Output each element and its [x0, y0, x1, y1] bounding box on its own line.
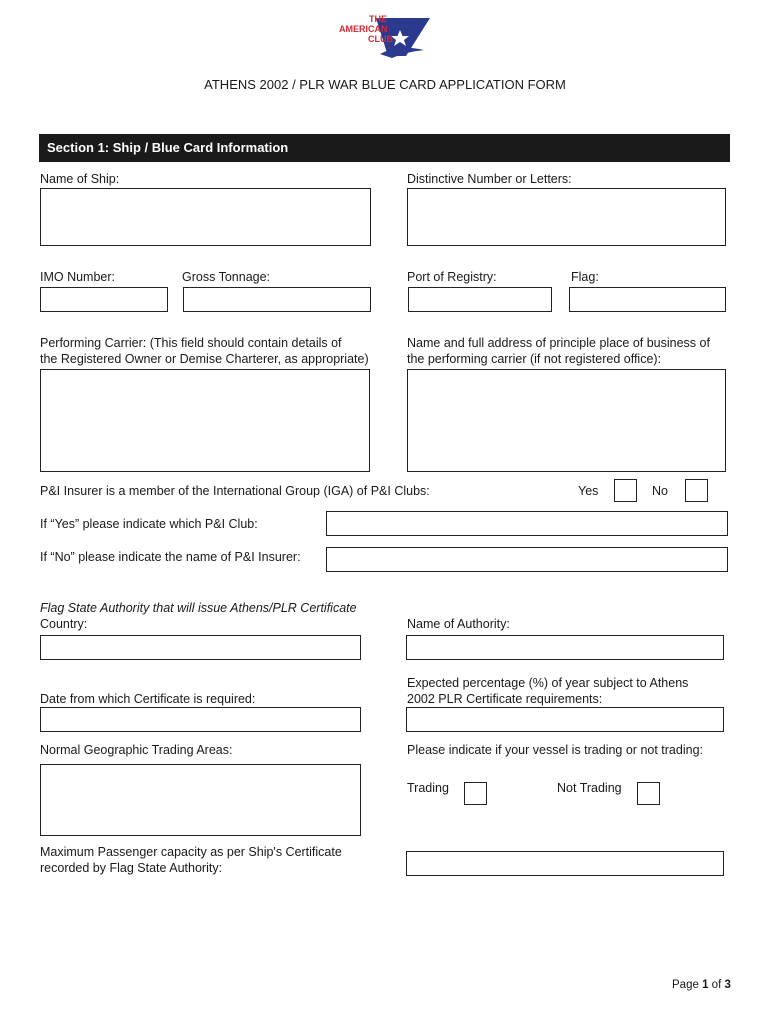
pi-insurer-field[interactable] — [326, 547, 728, 572]
page-number — [672, 977, 731, 993]
trading-checkbox[interactable] — [464, 782, 487, 805]
logo-text-club: CLUB — [368, 34, 393, 44]
carrier-address-field[interactable] — [407, 369, 726, 472]
no-label: No — [652, 484, 668, 498]
date-required-field[interactable] — [40, 707, 361, 732]
if-no-label: If “No” please indicate the name of P&I Insurer: — [40, 550, 301, 564]
american-club-logo — [336, 14, 432, 60]
performing-carrier-label-1: Performing Carrier: (This field should contain details of — [40, 336, 342, 350]
trading-areas-label: Normal Geographic Trading Areas: — [40, 743, 233, 757]
no-checkbox[interactable] — [685, 479, 708, 502]
expected-pct-label-2: 2002 PLR Certificate requirements: — [407, 692, 603, 706]
page-of: of — [711, 979, 722, 991]
carrier-address-label-2: the performing carrier (if not registered office): — [407, 352, 662, 366]
gross-tonnage-field[interactable] — [183, 287, 371, 312]
flag-state-heading: Flag State Authority that will issue Athens/PLR Certificate — [40, 601, 357, 615]
country-field[interactable] — [40, 635, 361, 660]
carrier-address-label-1: Name and full address of principle place of business of — [407, 336, 710, 350]
not-trading-checkbox[interactable] — [637, 782, 660, 805]
not-trading-label: Not Trading — [557, 781, 622, 795]
port-of-registry-label: Port of Registry: — [407, 270, 497, 284]
flag-label: Flag: — [571, 270, 599, 284]
gross-tonnage-label: Gross Tonnage: — [182, 270, 271, 284]
pi-club-field[interactable] — [326, 511, 728, 536]
max-passenger-label-2: recorded by Flag State Authority: — [40, 861, 223, 875]
port-of-registry-field[interactable] — [408, 287, 552, 312]
trading-question-label: Please indicate if your vessel is trading or not trading: — [407, 743, 703, 757]
yes-label: Yes — [578, 484, 599, 498]
logo-text-american: AMERICAN — [339, 24, 388, 34]
if-yes-label: If “Yes” please indicate which P&I Club: — [40, 517, 258, 531]
section-1-header: Section 1: Ship / Blue Card Information — [39, 134, 730, 162]
max-passenger-label-1: Maximum Passenger capacity as per Ship's Certificate — [40, 845, 342, 859]
performing-carrier-field[interactable] — [40, 369, 370, 472]
date-required-label: Date from which Certificate is required: — [40, 692, 256, 706]
name-of-authority-label: Name of Authority: — [407, 617, 510, 631]
imo-number-label: IMO Number: — [40, 270, 116, 284]
expected-pct-label-1: Expected percentage (%) of year subject to Athens — [407, 676, 689, 690]
name-of-ship-label: Name of Ship: — [40, 172, 120, 186]
yes-checkbox[interactable] — [614, 479, 637, 502]
trading-areas-field[interactable] — [40, 764, 361, 836]
form-title: ATHENS 2002 / PLR WAR BLUE CARD APPLICATION FORM — [204, 77, 566, 92]
country-label: Country: — [40, 617, 88, 631]
logo-text-the: THE — [369, 14, 387, 24]
max-passenger-field[interactable] — [406, 851, 724, 876]
expected-pct-field[interactable] — [406, 707, 724, 732]
imo-number-field[interactable] — [40, 287, 168, 312]
page-current: 1 — [702, 979, 709, 991]
name-of-ship-field[interactable] — [40, 188, 371, 246]
page-label: Page — [672, 979, 699, 991]
pi-insurer-question: P&I Insurer is a member of the International Group (IGA) of P&I Clubs: — [40, 484, 430, 498]
distinctive-number-label: Distinctive Number or Letters: — [407, 172, 572, 186]
performing-carrier-label-2: the Registered Owner or Demise Charterer, as appropriate) — [40, 352, 369, 366]
name-of-authority-field[interactable] — [406, 635, 724, 660]
flag-field[interactable] — [569, 287, 726, 312]
distinctive-number-field[interactable] — [407, 188, 726, 246]
trading-label: Trading — [407, 781, 449, 795]
page-total: 3 — [724, 979, 731, 991]
